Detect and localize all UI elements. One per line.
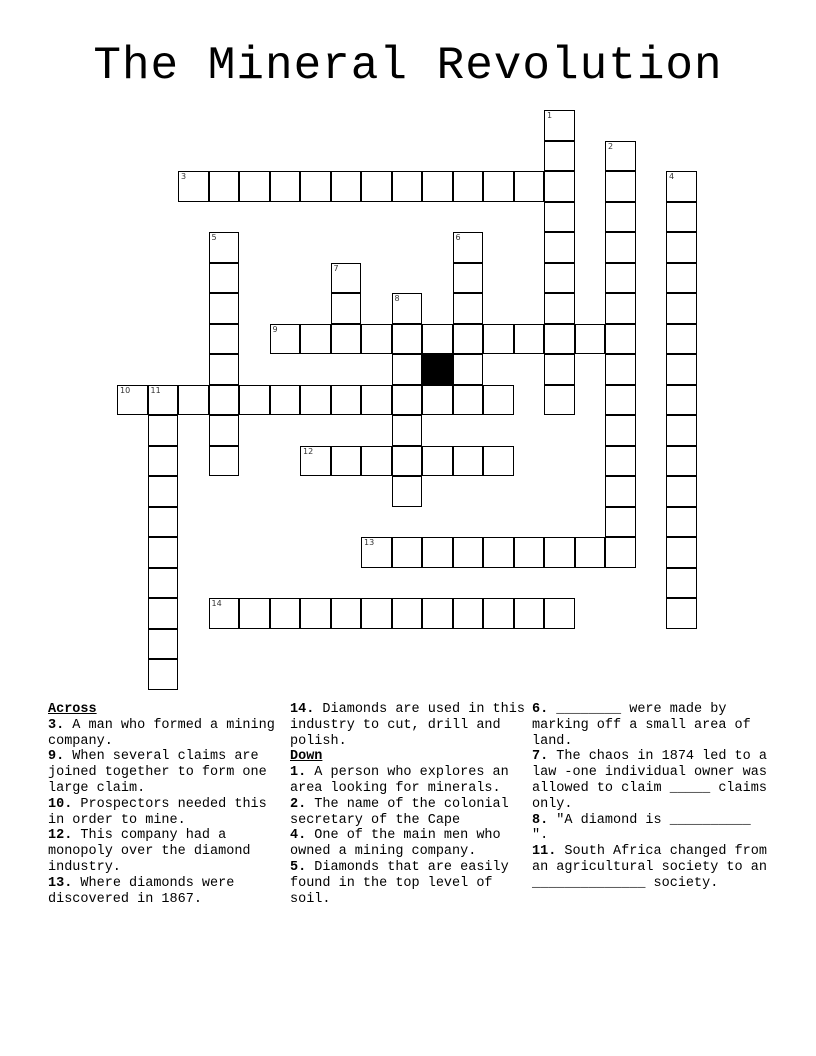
down-heading: Down [290, 749, 323, 765]
clue-across-12: 12. This company had a monopoly over the diamond industry. [48, 828, 251, 875]
crossword-cell[interactable] [392, 385, 423, 416]
clue-number: 14 [211, 599, 222, 608]
across-heading: Across [48, 702, 97, 717]
crossword-cell[interactable] [453, 354, 484, 385]
crossword-cell[interactable] [422, 324, 453, 355]
crossword-cell[interactable] [605, 263, 636, 294]
crossword-cell[interactable] [666, 568, 697, 599]
crossword-cell[interactable] [605, 476, 636, 507]
crossword-cell[interactable] [453, 385, 484, 416]
clue-number: 11 [150, 385, 161, 395]
clue-down-1: 1. A person who explores an area looking for minerals. [290, 765, 509, 796]
crossword-cell[interactable] [666, 293, 697, 324]
clue-number: 10 [120, 385, 131, 395]
crossword-cell[interactable] [239, 171, 270, 202]
crossword-cell[interactable] [666, 507, 697, 538]
crossword-cell[interactable] [544, 110, 575, 141]
crossword-cell[interactable] [605, 232, 636, 263]
crossword-cell[interactable] [178, 385, 209, 416]
crossword-cell[interactable] [331, 385, 362, 416]
crossword-cell[interactable] [605, 507, 636, 538]
crossword-cell[interactable] [544, 598, 575, 629]
clue-down-8: 8. "A diamond is __________ ". [532, 812, 751, 844]
clue-down-4: 4. One of the main men who owned a mining company. [290, 828, 501, 860]
crossword-cell[interactable] [483, 324, 514, 355]
crossword-cell[interactable] [544, 385, 575, 416]
crossword-cell[interactable] [209, 293, 240, 324]
crossword-cell[interactable] [453, 324, 484, 355]
clues-column-1 [48, 702, 278, 907]
crossword-cell[interactable] [148, 598, 179, 629]
clue-number: 12 [303, 446, 314, 456]
crossword-cell[interactable] [361, 537, 392, 568]
crossword-cell[interactable] [605, 202, 636, 233]
clue-number: 4 [669, 172, 675, 181]
clue-number: 8 [394, 294, 400, 303]
crossword-cell[interactable] [544, 232, 575, 263]
crossword-cell[interactable] [148, 537, 179, 568]
crossword-cell[interactable] [453, 598, 484, 629]
crossword-cell[interactable] [300, 446, 331, 477]
crossword-cell[interactable] [483, 446, 514, 477]
crossword-cell[interactable] [209, 263, 240, 294]
crossword-cell[interactable] [270, 385, 301, 416]
crossword-cell[interactable] [331, 324, 362, 355]
clue-across-13: 13. Where diamonds were discovered in 1867. [48, 875, 235, 907]
crossword-cell[interactable] [483, 171, 514, 202]
crossword-cell[interactable] [392, 598, 423, 629]
crossword-cell[interactable] [331, 263, 362, 294]
clue-number: 13 [364, 538, 375, 547]
crossword-cell[interactable] [148, 476, 179, 507]
clue-number: 3 [181, 172, 187, 181]
crossword-cell[interactable] [453, 537, 484, 568]
crossword-cell[interactable] [453, 293, 484, 324]
crossword-cell[interactable] [666, 354, 697, 385]
clue-number: 2 [608, 141, 614, 151]
crossword-cell[interactable] [422, 537, 453, 568]
crossword-cell[interactable] [148, 385, 179, 416]
crossword-cell[interactable] [178, 171, 209, 202]
crossword-cell[interactable] [605, 415, 636, 446]
crossword-cell[interactable] [514, 324, 545, 355]
crossword-cell[interactable] [270, 598, 301, 629]
clue-number: 9 [272, 324, 278, 334]
crossword-cell[interactable] [300, 324, 331, 355]
crossword-cell[interactable] [483, 537, 514, 568]
page-title: The Mineral Revolution [93, 40, 723, 92]
crossword-cell[interactable] [148, 507, 179, 538]
crossword-cell[interactable] [666, 202, 697, 233]
clues-column-2 [290, 702, 526, 907]
clue-number: 5 [211, 233, 217, 242]
crossword-cell[interactable] [605, 537, 636, 568]
crossword-cell[interactable] [544, 293, 575, 324]
clue-down-6: 6. ________ were made by marking off a small area of land. [532, 702, 751, 749]
crossword-cell[interactable] [209, 354, 240, 385]
crossword-cell[interactable] [666, 415, 697, 446]
crossword-cell[interactable] [483, 598, 514, 629]
crossword-cell[interactable] [209, 598, 240, 629]
crossword-cell[interactable] [605, 171, 636, 202]
crossword-cell[interactable] [666, 171, 697, 202]
crossword-cell[interactable] [331, 598, 362, 629]
crossword-cell[interactable] [544, 354, 575, 385]
crossword-cell[interactable] [331, 293, 362, 324]
crossword-cell[interactable] [361, 598, 392, 629]
crossword-cell[interactable] [453, 171, 484, 202]
crossword-cell[interactable] [514, 598, 545, 629]
clues-column-3 [532, 702, 768, 892]
crossword-cell[interactable] [514, 537, 545, 568]
crossword-cell[interactable] [300, 171, 331, 202]
crossword-cell[interactable] [392, 324, 423, 355]
crossword-cell[interactable] [148, 629, 179, 660]
clue-number: 7 [333, 263, 339, 273]
crossword-cell[interactable] [392, 171, 423, 202]
crossword-cell[interactable] [300, 385, 331, 416]
crossword-cell[interactable] [392, 293, 423, 324]
crossword-cell[interactable] [422, 446, 453, 477]
crossword-cell[interactable] [331, 446, 362, 477]
crossword-cell[interactable] [666, 263, 697, 294]
black-square [422, 354, 453, 385]
crossword-cell[interactable] [544, 324, 575, 355]
crossword-cell[interactable] [605, 141, 636, 172]
crossword-cell[interactable] [544, 202, 575, 233]
crossword-cell[interactable] [453, 263, 484, 294]
crossword-cell[interactable] [392, 446, 423, 477]
crossword-cell[interactable] [544, 263, 575, 294]
crossword-cell[interactable] [575, 537, 606, 568]
crossword-cell[interactable] [605, 385, 636, 416]
crossword-cell[interactable] [605, 324, 636, 355]
crossword-cell[interactable] [422, 598, 453, 629]
crossword-cell[interactable] [239, 385, 270, 416]
crossword-cell[interactable] [148, 568, 179, 599]
crossword-cell[interactable] [270, 324, 301, 355]
crossword-cell[interactable] [483, 385, 514, 416]
crossword-cell[interactable] [392, 415, 423, 446]
crossword-cell[interactable] [666, 385, 697, 416]
clue-down-2: 2. The name of the colonial secretary of the Cape [290, 796, 509, 828]
crossword-cell[interactable] [209, 415, 240, 446]
clue-number: 6 [455, 233, 461, 242]
crossword-cell[interactable] [666, 537, 697, 568]
clue-down-5: 5. Diamonds that are easily found in the top level of soil. [290, 859, 509, 907]
crossword-cell[interactable] [605, 293, 636, 324]
clue-down-7: 7. The chaos in 1874 led to a law -one individual owner was allowed to claim _____ claims only. [532, 749, 767, 812]
clue-number: 1 [547, 111, 553, 120]
crossword-cell[interactable] [239, 598, 270, 629]
crossword-cell[interactable] [392, 354, 423, 385]
crossword-cell[interactable] [209, 385, 240, 416]
crossword-cell[interactable] [361, 446, 392, 477]
crossword-cell[interactable] [148, 415, 179, 446]
crossword-cell[interactable] [148, 659, 179, 690]
crossword-cell[interactable] [544, 537, 575, 568]
crossword-cell[interactable] [575, 324, 606, 355]
crossword-cell[interactable] [605, 354, 636, 385]
crossword-cell[interactable] [514, 171, 545, 202]
crossword-cell[interactable] [361, 171, 392, 202]
crossword-cell[interactable] [666, 598, 697, 629]
crossword-cell[interactable] [209, 171, 240, 202]
crossword-cell[interactable] [209, 446, 240, 477]
crossword-cell[interactable] [544, 141, 575, 172]
clue-across-3: 3. A man who formed a mining company. [48, 717, 275, 749]
clue-across-10: 10. Prospectors needed this in order to mine. [48, 796, 267, 828]
crossword-cell[interactable] [270, 171, 301, 202]
crossword-cell[interactable] [331, 171, 362, 202]
crossword-cell[interactable] [605, 446, 636, 477]
crossword-cell[interactable] [392, 537, 423, 568]
crossword-cell[interactable] [422, 171, 453, 202]
crossword-cell[interactable] [453, 232, 484, 263]
crossword-cell[interactable] [209, 232, 240, 263]
crossword-cell[interactable] [300, 598, 331, 629]
crossword-cell[interactable] [392, 476, 423, 507]
clue-across-9: 9. When several claims are joined together to form one large claim. [48, 749, 267, 796]
crossword-cell[interactable] [422, 385, 453, 416]
clue-across-14: 14. Diamonds are used in this industry to cut, drill and polish. [290, 702, 525, 749]
crossword-cell[interactable] [544, 171, 575, 202]
clue-down-11: 11. South Africa changed from an agricultural society to an ______________ society. [532, 844, 767, 891]
crossword-cell[interactable] [666, 446, 697, 477]
crossword-cell[interactable] [148, 446, 179, 477]
crossword-cell[interactable] [117, 385, 148, 416]
crossword-cell[interactable] [666, 232, 697, 263]
crossword-cell[interactable] [361, 385, 392, 416]
crossword-cell[interactable] [453, 446, 484, 477]
crossword-cell[interactable] [209, 324, 240, 355]
crossword-cell[interactable] [666, 476, 697, 507]
crossword-cell[interactable] [361, 324, 392, 355]
crossword-cell[interactable] [666, 324, 697, 355]
